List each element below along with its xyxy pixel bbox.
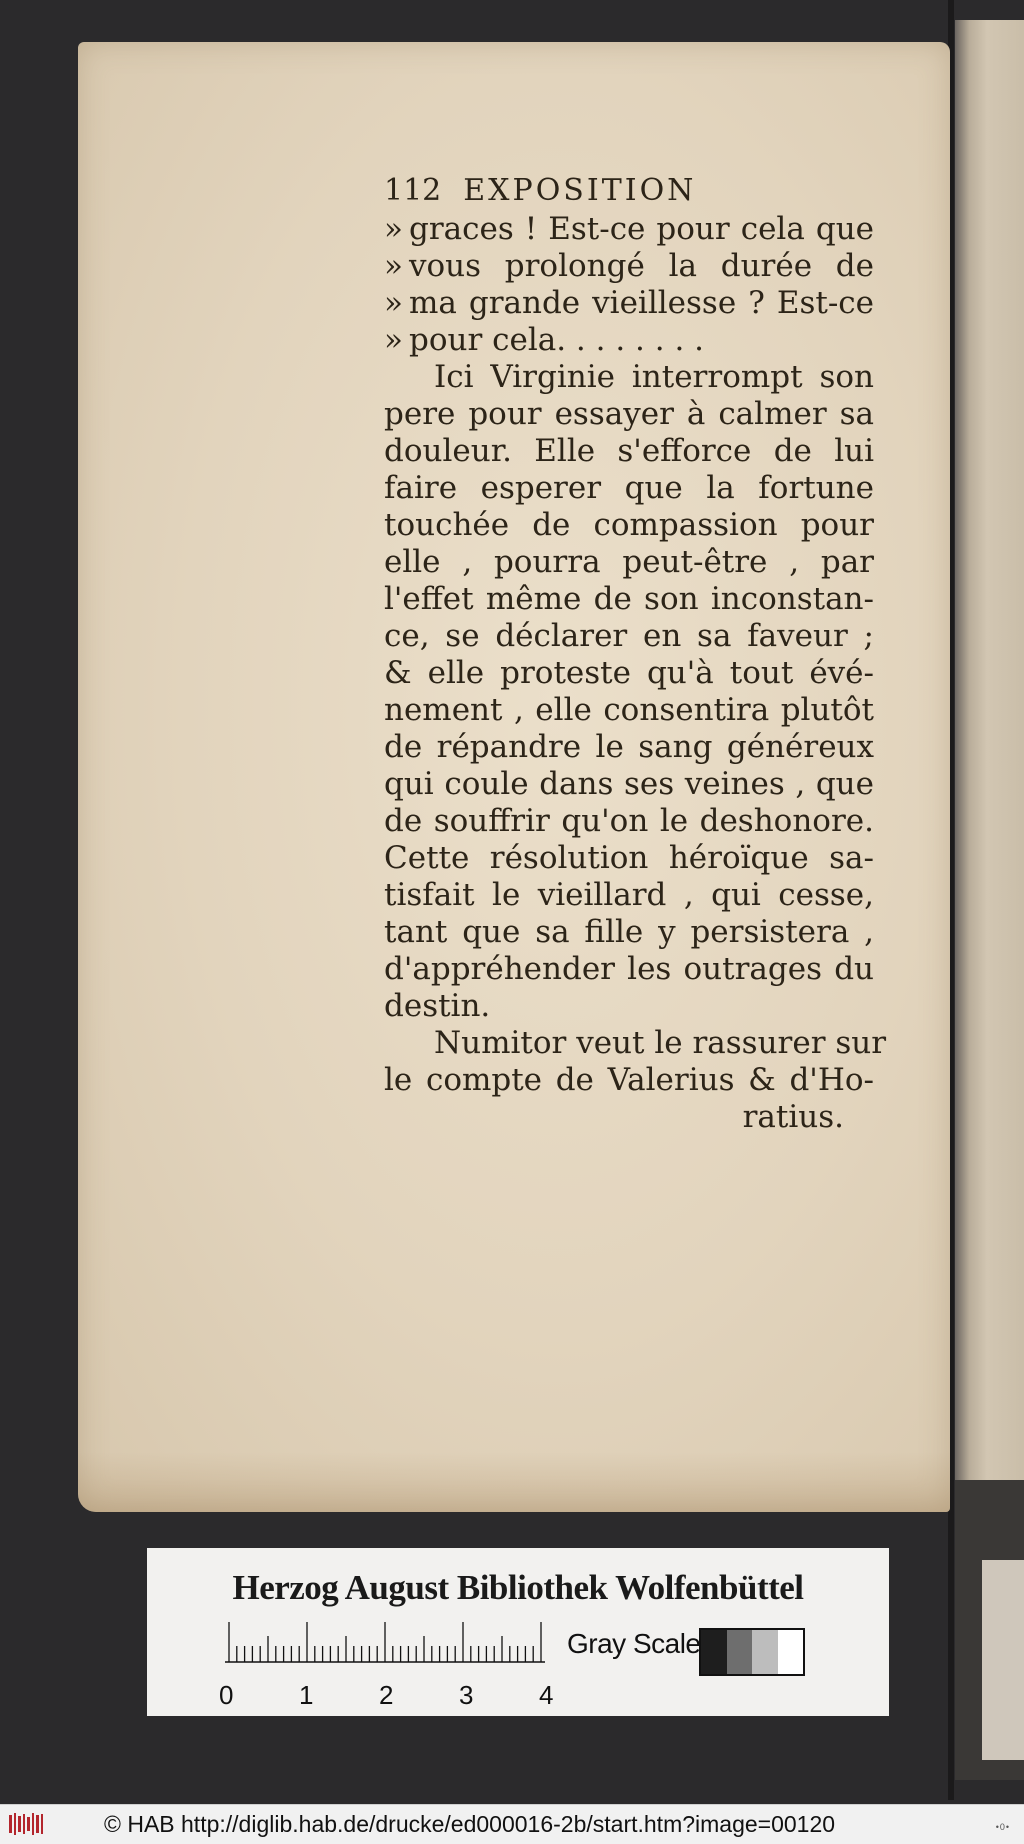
line-text: vous prolongé la durée de <box>408 248 874 284</box>
text-line <box>384 285 874 322</box>
line-text: tisfait le vieillard , qui cesse, <box>384 877 874 913</box>
text-line <box>384 729 874 766</box>
line-text: nement , elle consentira plutôt <box>384 692 874 728</box>
adjacent-page-strip <box>982 1560 1024 1760</box>
text-line <box>384 655 874 692</box>
line-text: de répandre le sang généreux <box>384 729 874 765</box>
library-scale-card <box>147 1548 889 1716</box>
line-text: tant que sa fille y persistera , <box>384 914 874 950</box>
text-line <box>384 914 874 951</box>
line-text: ma grande vieillesse ? Est-ce <box>408 285 874 321</box>
text-line <box>384 359 874 396</box>
line-text: d'appréhender les outrages du <box>384 951 874 987</box>
text-line <box>384 433 874 470</box>
text-line <box>384 877 874 914</box>
text-lines <box>384 211 887 1136</box>
text-line <box>384 840 874 877</box>
text-line <box>384 803 874 840</box>
text-line <box>384 988 874 1025</box>
line-text: le compte de Valerius & d'Ho- <box>384 1062 874 1098</box>
line-text: Ici Virginie interrompt son <box>434 359 874 395</box>
line-text: ratius. <box>742 1099 844 1135</box>
line-text: de souffrir qu'on le deshonore. <box>384 803 874 839</box>
text-line <box>384 248 874 285</box>
line-text: & elle proteste qu'à tout évé- <box>384 655 874 691</box>
quote-mark: » <box>384 285 403 321</box>
text-line <box>384 322 874 359</box>
copyright-url[interactable]: © HAB http://diglib.hab.de/drucke/ed000016-2b/start.htm?image=00120 <box>104 1811 836 1837</box>
header-title: EXPOSITION <box>463 173 697 208</box>
text-line <box>384 951 874 988</box>
line-text: touchée de compassion pour <box>384 507 874 543</box>
text-line <box>384 507 874 544</box>
gray-scale-label: Gray Scale <box>567 1628 701 1659</box>
gray-scale-swatches <box>699 1628 805 1676</box>
line-text: pere pour essayer à calmer sa <box>384 396 874 432</box>
text-line <box>384 692 874 729</box>
ruler-number: 4 <box>539 1680 554 1710</box>
ruler-icon <box>225 1622 545 1672</box>
text-line <box>384 544 874 581</box>
line-text: ce, se déclarer en sa faveur ; <box>384 618 874 654</box>
text-line <box>384 470 874 507</box>
quote-mark: » <box>384 322 403 358</box>
line-text: qui coule dans ses veines , que <box>384 766 874 802</box>
line-text: pour cela. . . . . . . . <box>408 322 705 358</box>
running-header <box>384 172 874 209</box>
quote-mark: » <box>384 211 403 247</box>
hab-logo-icon <box>8 1812 46 1836</box>
gray-swatch <box>752 1630 778 1674</box>
line-text: faire esperer que la fortune <box>384 470 874 506</box>
ruler-number: 3 <box>459 1680 474 1710</box>
text-line <box>384 211 874 248</box>
ruler-number: 2 <box>379 1680 394 1710</box>
gray-swatch <box>701 1630 727 1674</box>
ruler-number: 0 <box>219 1680 234 1710</box>
line-text: elle , pourra peut-être , par <box>384 544 874 580</box>
quote-mark: » <box>384 248 403 284</box>
footer-dots: •0• <box>995 1822 1010 1832</box>
library-name: Herzog August Bibliothek Wolfenbüttel <box>232 1568 804 1607</box>
line-text: l'effet même de son inconstan- <box>384 581 874 617</box>
gray-swatch <box>778 1630 804 1674</box>
text-line <box>384 581 874 618</box>
line-text: graces ! Est-ce pour cela que <box>408 211 874 247</box>
line-text: Numitor veut le rassurer sur <box>434 1025 887 1061</box>
text-line <box>384 766 874 803</box>
footer-bar <box>0 1804 1024 1844</box>
line-text: Cette résolution héroïque sa- <box>384 840 874 876</box>
line-text: destin. <box>384 988 491 1024</box>
line-text: douleur. Elle s'efforce de lui <box>384 433 874 469</box>
text-line <box>384 1099 874 1136</box>
text-line <box>384 618 874 655</box>
page-text <box>384 172 887 1136</box>
text-line <box>384 1025 887 1062</box>
adjacent-page-edge <box>955 20 1024 1530</box>
text-line <box>384 1062 874 1099</box>
ruler-number: 1 <box>299 1680 314 1710</box>
text-line <box>384 396 874 433</box>
page-number: 112 <box>384 173 442 208</box>
gray-swatch <box>727 1630 753 1674</box>
